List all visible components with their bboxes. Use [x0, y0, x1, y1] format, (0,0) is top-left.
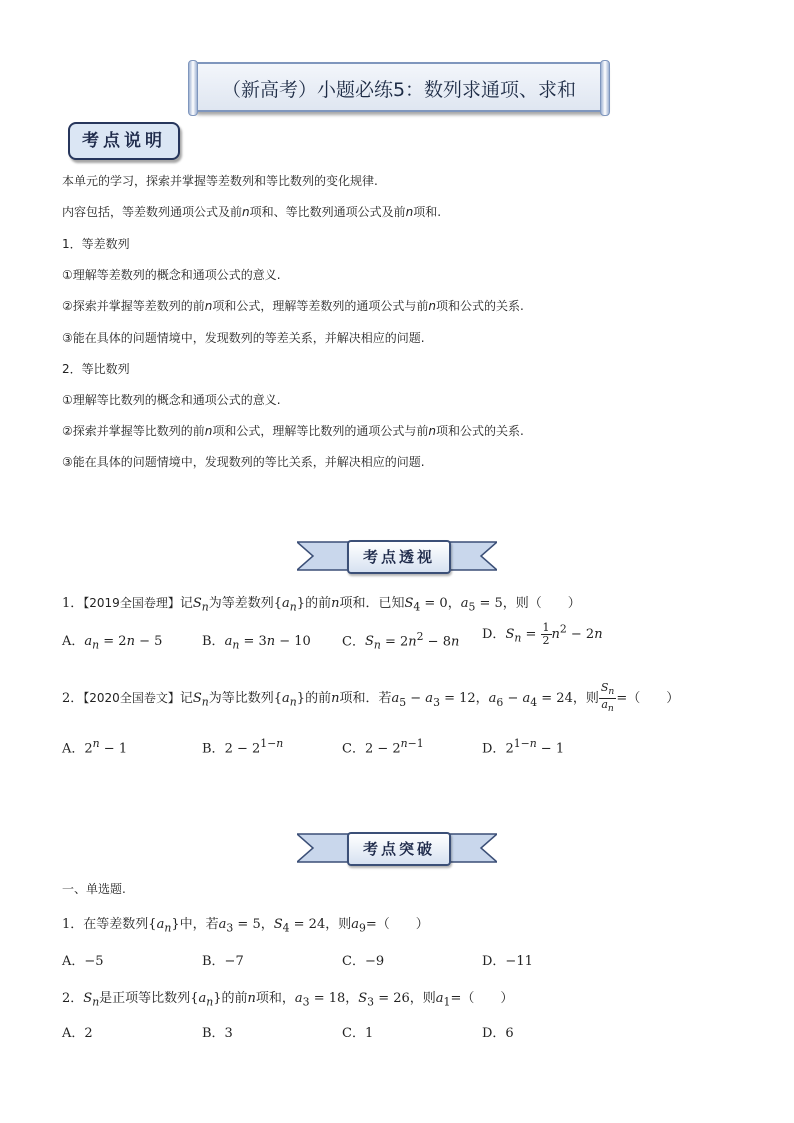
q2-option-b[interactable]: B．$2 - 2^{1-n}$ [202, 737, 284, 757]
page-title: （新高考）小题必练5：数列求通项、求和 [221, 79, 577, 101]
title-banner [192, 62, 606, 112]
q1-option-a[interactable]: A．$a_n = 2n - 5$ [62, 634, 163, 652]
intro-geo-3: ③能在具体的问题情境中，发现数列的等比关系，并解决相应的问题. [62, 455, 425, 469]
q3-option-d[interactable]: D．−11 [482, 954, 533, 969]
section-tag-breakthrough: 考点突破 [347, 832, 451, 866]
ribbon-breakthrough [297, 828, 497, 868]
ribbon-news [297, 536, 497, 576]
question-2: 2．【2020全国卷文】记$S_n$为等比数列$\{a_n\}$的前n项和．若$a_5 - a_3 = 12$，$a_6 - a_4 = 24$，则 $\frac{S_n}{a_n}$ =（ ） [62, 681, 680, 715]
intro-p1: 本单元的学习，探索并掌握等差数列和等比数列的变化规律. [62, 174, 378, 188]
intro-geo-1: ①理解等比数列的概念和通项公式的意义. [62, 393, 281, 407]
intro-arith-3: ③能在具体的问题情境中，发现数列的等差关系，并解决相应的问题. [62, 331, 425, 345]
q1-option-c[interactable]: C．$S_n = 2n^2 - 8n$ [342, 630, 460, 652]
section-tag-explain: 考点说明 [68, 122, 180, 160]
intro-arith-1: ①理解等差数列的概念和通项公式的意义. [62, 268, 281, 282]
question-4: 2．$S_n$是正项等比数列$\{a_n\}$的前n项和，$a_3 = 18$，$S_3 = 26$，则$a_1=$（ ） [62, 991, 514, 1009]
q2-option-d[interactable]: D．$2^{1-n} - 1$ [482, 737, 565, 757]
q3-option-c[interactable]: C．−9 [342, 954, 385, 969]
question-1: 1．【2019全国卷理】记$S_n$为等差数列$\{a_n\}$的前n项和．已知$S_4 = 0$，$a_5 = 5$，则（ ） [62, 596, 581, 614]
q3-option-b[interactable]: B．−7 [202, 954, 244, 969]
q4-option-d[interactable]: D．6 [482, 1026, 514, 1041]
q3-option-a[interactable]: A．−5 [62, 954, 104, 969]
q4-option-c[interactable]: C．1 [342, 1026, 374, 1041]
section-heading-single-choice: 一、单选题. [62, 882, 126, 896]
q4-option-b[interactable]: B．3 [202, 1026, 233, 1041]
intro-arith-2: ②探索并掌握等差数列的前n项和公式，理解等差数列的通项公式与前n项和公式的关系. [62, 299, 524, 313]
q4-option-a[interactable]: A．2 [62, 1026, 93, 1041]
intro-geo-2: ②探索并掌握等比数列的前n项和公式，理解等比数列的通项公式与前n项和公式的关系. [62, 424, 524, 438]
question-3: 1．在等差数列$\{a_n\}$中，若$a_3 = 5$，$S_4 = 24$，则$a_9=$（ ） [62, 917, 429, 935]
intro-p2: 内容包括，等差数列通项公式及前n项和、等比数列通项公式及前n项和. [62, 205, 442, 219]
q1-option-b[interactable]: B．$a_n = 3n - 10$ [202, 634, 311, 652]
section-tag-news: 考点透视 [347, 540, 451, 574]
q2-option-c[interactable]: C．$2 - 2^{n-1}$ [342, 737, 424, 757]
q1-option-d[interactable]: D．$S_n$ = $\frac{1}{2}$ $n^2 - 2n$ [482, 621, 603, 647]
q2-option-a[interactable]: A．$2^n - 1$ [62, 737, 128, 757]
intro-heading-arith: 1．等差数列 [62, 237, 130, 251]
intro-heading-geo: 2．等比数列 [62, 362, 130, 376]
